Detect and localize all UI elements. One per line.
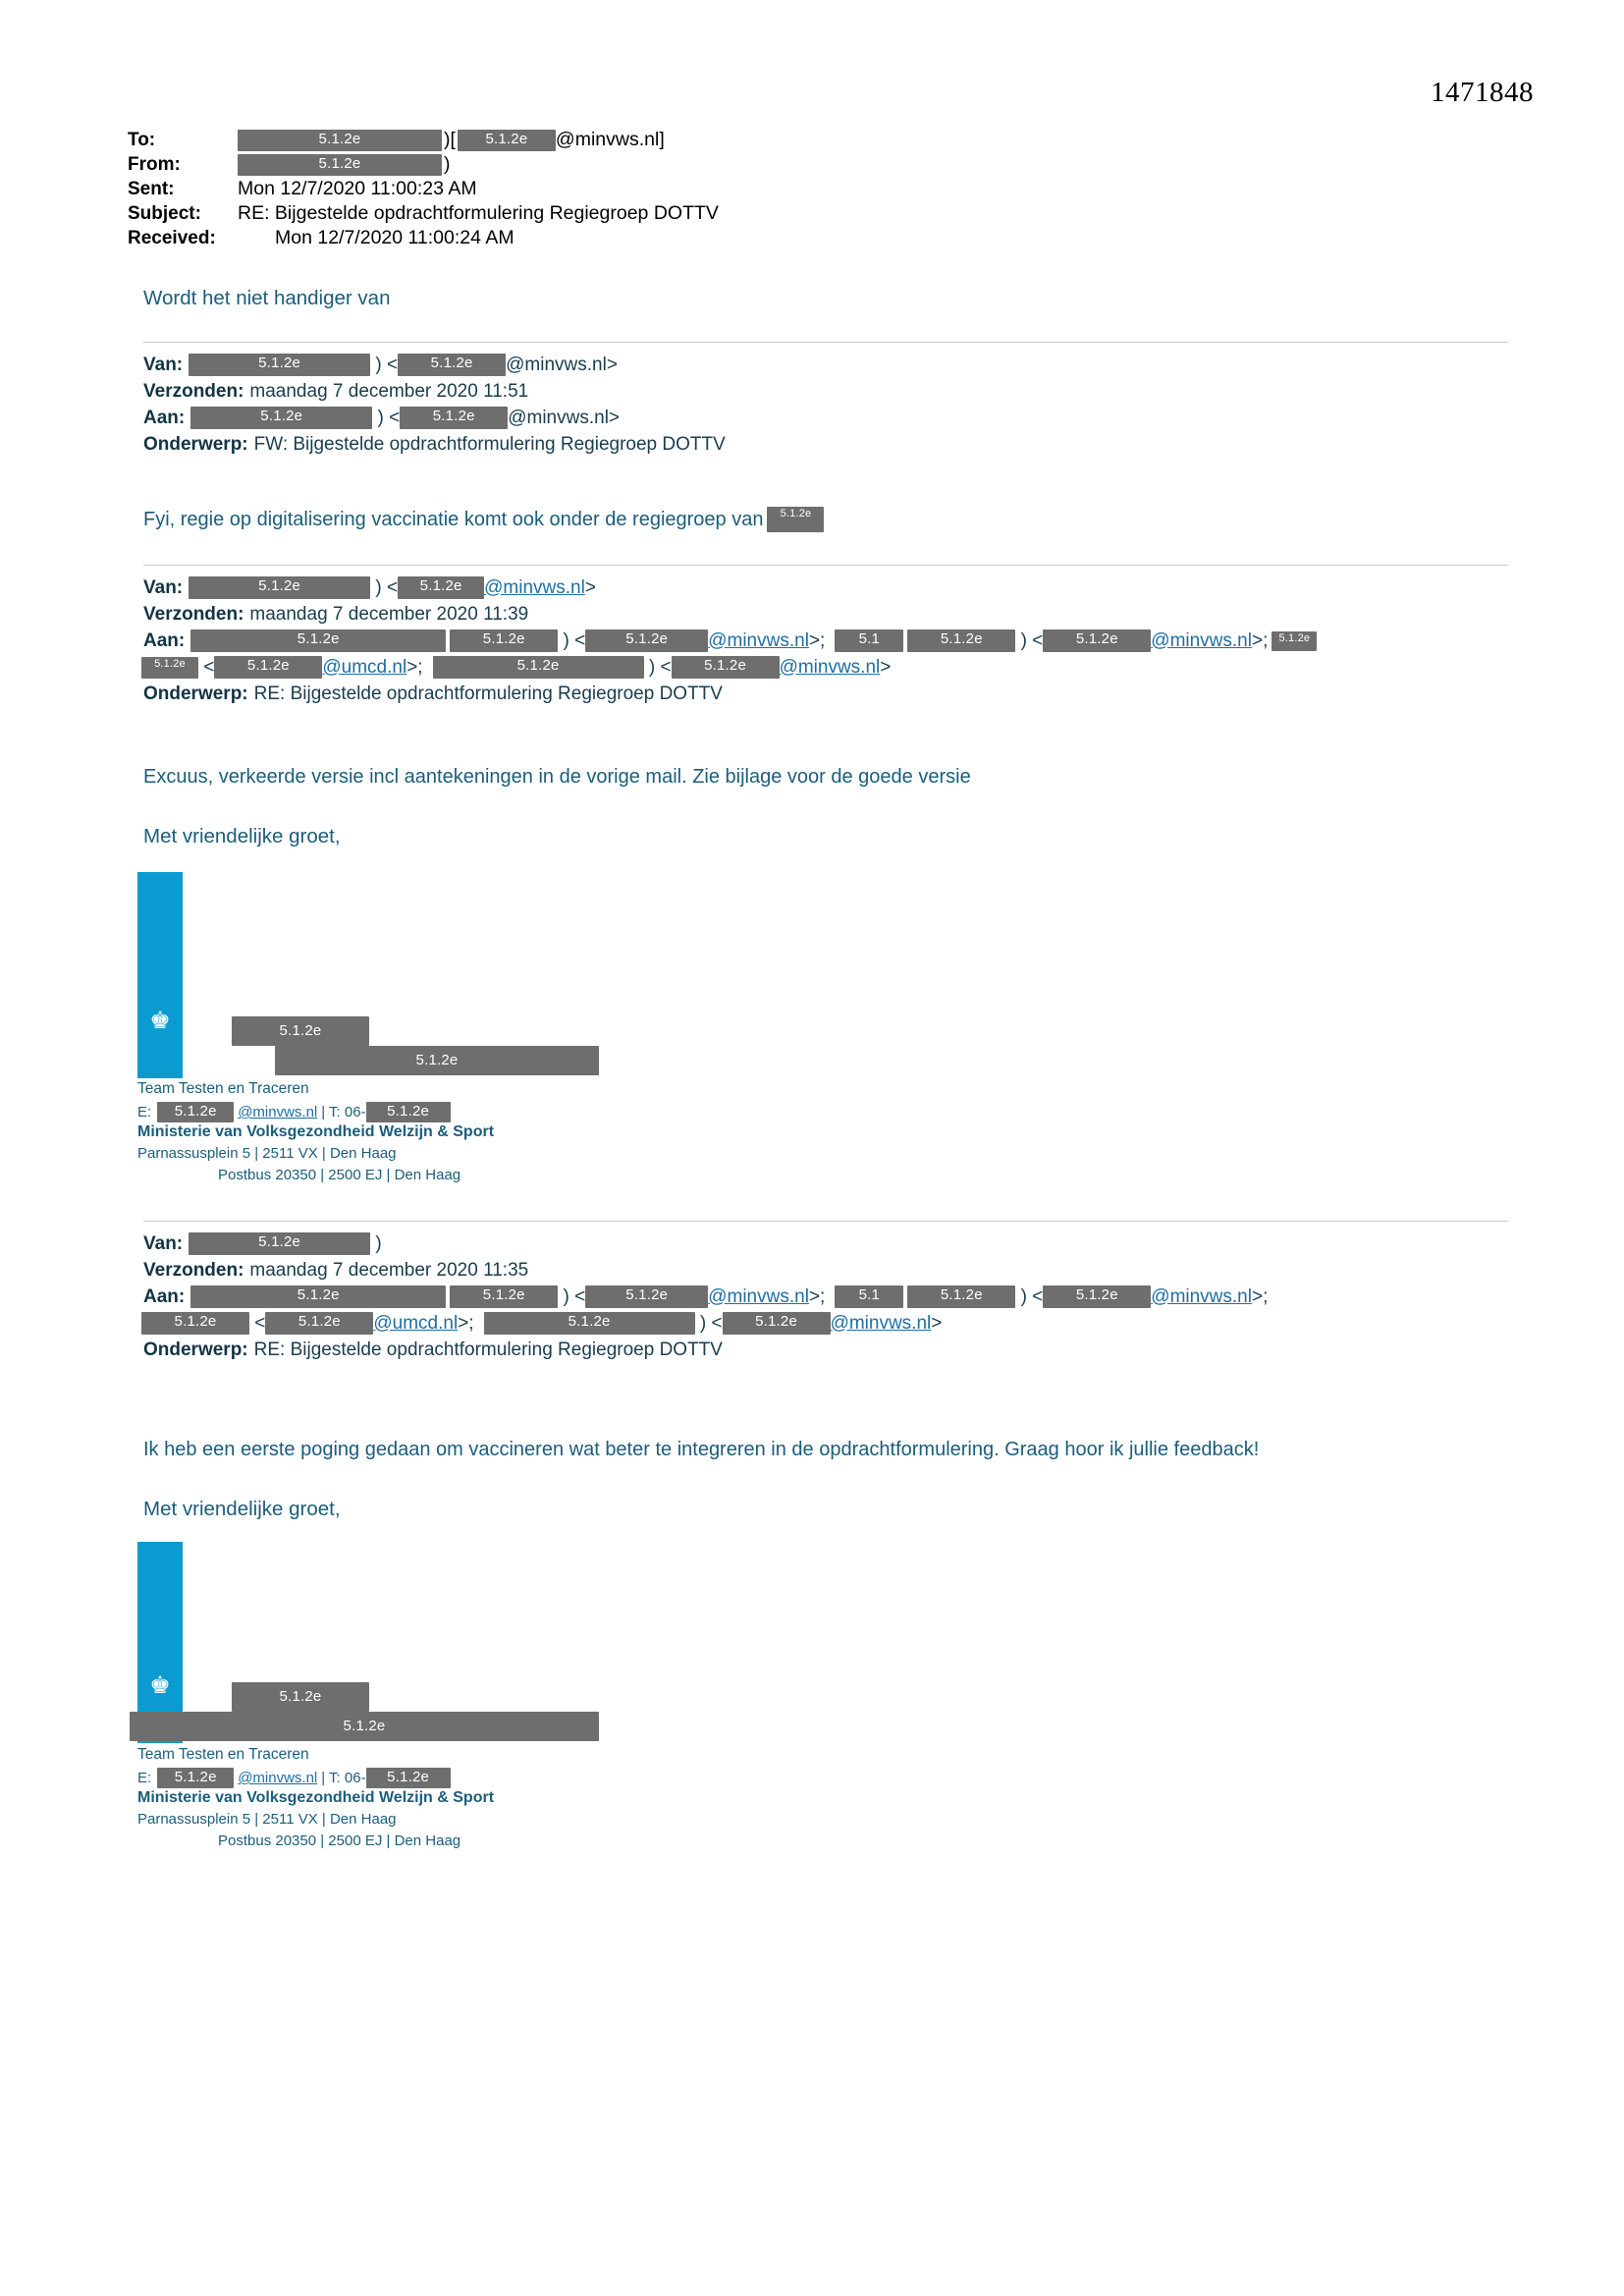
header-value-to [238,129,665,151]
quote3-onderwerp-value: RE: Bijgestelde opdrachtformulering Regiegroep DOTTV [253,1339,723,1360]
signature-team: Team Testen en Traceren [137,1080,309,1097]
redaction-block: 5.1.2e [275,1046,599,1075]
signature-contact-line [137,1768,451,1788]
quote3-aan-label: Aan: [143,1285,186,1307]
header-to-email: @minvws.nl] [555,129,665,150]
quote-divider [143,565,1508,566]
header-label-received: Received: [128,227,216,248]
crown-icon: ♚ [149,1008,171,1034]
quote2-verzonden-row [143,601,1508,628]
signature-address-1: Parnassusplein 5 | 2511 VX | Den Haag [137,1811,397,1828]
quote2-verzonden-label: Verzonden: [143,603,244,625]
redaction-block: 5.1.2e [366,1102,451,1122]
redaction-block: 5.1.2e [400,407,508,429]
redaction-block: 5.1.2e [907,1285,1015,1308]
quote1-body: Fyi, regie op digitalisering vaccinatie komt ook onder de regiegroep van [143,508,764,530]
quote3-onderwerp-row [143,1337,1508,1363]
signature-block-2 [137,1542,825,1856]
signature-e-label: E: [137,1104,152,1121]
quote3-verzonden-value: maandag 7 december 2020 11:35 [249,1259,529,1281]
redaction-block: 5.1.2e [265,1312,373,1335]
quote3-header [143,1230,1508,1363]
redaction-block: 5.1.2e [585,1285,708,1308]
redaction-block: 5.1.2e [767,507,824,532]
quote1-verzonden-row [143,378,1508,405]
quote2-aan-email-4[interactable]: @minvws.nl [779,656,881,678]
header-label-sent: Sent: [128,178,175,199]
quote-divider [143,1221,1508,1222]
quote2-aan-row-cont: 5.1.2e < 5.1.2e @umcd.nl >; 5.1.2e ) < 5.1.2e @minvws.nl > [143,654,1508,681]
redaction-block: 5.1.2e [458,130,556,151]
header-from-suffix: ) [444,153,451,175]
header-row-from [128,152,1502,177]
redaction-block: 5.1 [835,1285,903,1308]
redaction-block: 5.1.2e [157,1768,234,1788]
quote2-van-row: Van: 5.1.2e ) < 5.1.2e @minvws.nl > [143,576,596,598]
quote1-header [143,352,1508,458]
quote3-greeting: Met vriendelijke groet, [143,1498,341,1520]
signature-address-1: Parnassusplein 5 | 2511 VX | Den Haag [137,1145,397,1162]
quote3-aan-email-3[interactable]: @umcd.nl [373,1312,459,1334]
quote1-aan-email: @minvws.nl [508,407,609,428]
quote3-verzonden-label: Verzonden: [143,1259,244,1281]
redaction-block: 5.1.2e [398,576,484,599]
quote3-van-label: Van: [143,1232,184,1254]
redaction-block: 5.1.2e [366,1768,451,1788]
header-label-from: From: [128,153,181,175]
header-row-to [128,128,1502,152]
redaction-block: 5.1.2e [1043,629,1151,652]
quote1-verzonden-value: maandag 7 december 2020 11:51 [249,380,529,402]
redaction-block: 5.1.2e [1272,631,1317,651]
redaction-block: 5.1.2e [1043,1285,1151,1308]
header-value-subject: RE: Bijgestelde opdrachtformulering Regiegroep DOTTV [238,202,719,224]
redaction-block: 5.1.2e [141,1312,249,1335]
signature-email[interactable]: @minvws.nl [238,1104,318,1121]
redaction-block: 5.1.2e [398,354,506,376]
quote2-van-label: Van: [143,576,184,598]
quote2-aan-row: Aan: 5.1.2e 5.1.2e ) < 5.1.2e @minvws.nl >; 5.1 5.1.2e ) < 5.1.2e @minvws.nl >; 5.1.2e [143,628,1508,654]
redaction-block: 5.1.2e [484,1312,695,1335]
quote1-aan-row: Aan: 5.1.2e ) < 5.1.2e @minvws.nl > [143,407,621,428]
quote2-onderwerp-row [143,681,1508,707]
signature-contact-line [137,1102,451,1122]
quote1-van-row: Van: 5.1.2e ) < 5.1.2e @minvws.nl > [143,354,618,375]
signature-address-2: Postbus 20350 | 2500 EJ | Den Haag [218,1167,461,1183]
header-to-suffix: )[ [444,129,456,150]
quote2-onderwerp-value: RE: Bijgestelde opdrachtformulering Regiegroep DOTTV [253,683,723,704]
intro-text: Wordt het niet handiger van [143,287,391,309]
redaction-block: 5.1.2e [450,629,558,652]
redaction-block: 5.1.2e [672,656,780,679]
quote3-body: Ik heb een eerste poging gedaan om vaccineren wat beter te integreren in de opdrachtformulering. Graag hoor ik jullie feedback! [143,1439,1260,1460]
quote2-aan-email-2[interactable]: @minvws.nl [1151,629,1252,651]
quote3-aan-email-4[interactable]: @minvws.nl [830,1312,932,1334]
redaction-block: 5.1.2e [723,1312,831,1335]
redaction-block: 5.1.2e [190,407,372,429]
quote1-van-label: Van: [143,354,184,375]
redaction-block: 5.1.2e [190,1285,446,1308]
quote1-onderwerp-label: Onderwerp: [143,433,248,455]
header-label-to: To: [128,129,156,150]
quote3-aan-row: Aan: 5.1.2e 5.1.2e ) < 5.1.2e @minvws.nl >; 5.1 5.1.2e ) < 5.1.2e @minvws.nl >; [143,1285,1269,1307]
redaction-block: 5.1.2e [238,130,442,151]
redaction-block: 5.1.2e [189,354,370,376]
header-value-from [238,153,453,176]
quote1-body-row [143,507,824,532]
redaction-block: 5.1.2e [141,657,198,679]
redaction-block: 5.1.2e [450,1285,558,1308]
signature-ministry: Ministerie van Volksgezondheid Welzijn & Sport [137,1123,495,1140]
quote3-aan-email-1[interactable]: @minvws.nl [708,1285,809,1307]
quote2-aan-email-1[interactable]: @minvws.nl [708,629,809,651]
quote3-onderwerp-label: Onderwerp: [143,1339,248,1360]
quote1-verzonden-label: Verzonden: [143,380,244,402]
header-value-received: Mon 12/7/2020 11:00:24 AM [275,227,514,248]
redaction-block: 5.1.2e [214,656,322,679]
header-row-sent [128,177,1502,201]
signature-email[interactable]: @minvws.nl [238,1770,318,1786]
quote2-van-email[interactable]: @minvws.nl [484,576,585,598]
quote1-email-domain: @minvws.nl [506,354,607,375]
redaction-block: 5.1 [835,629,903,652]
header-label-subject: Subject: [128,202,201,224]
redaction-block: 5.1.2e [433,656,644,679]
crown-icon: ♚ [149,1672,171,1699]
redaction-block: 5.1.2e [907,629,1015,652]
redaction-block: 5.1.2e [157,1102,234,1122]
signature-t-label: | T: 06- [321,1770,366,1786]
redaction-block: 5.1.2e [190,629,446,652]
signature-e-label: E: [137,1770,152,1786]
header-value-sent: Mon 12/7/2020 11:00:23 AM [238,178,477,199]
redaction-block: 5.1.2e [585,629,708,652]
signature-address-2: Postbus 20350 | 2500 EJ | Den Haag [218,1832,461,1849]
quote3-verzonden-row [143,1257,1508,1284]
signature-team: Team Testen en Traceren [137,1746,309,1763]
signature-t-label: | T: 06- [321,1104,366,1121]
redaction-block: 5.1.2e [232,1682,369,1712]
quote1-aan-label: Aan: [143,407,186,428]
email-header [128,128,1502,250]
quote2-onderwerp-label: Onderwerp: [143,683,248,704]
quote3-aan-row-cont: 5.1.2e < 5.1.2e @umcd.nl >; 5.1.2e ) < 5.1.2e @minvws.nl > [143,1310,1508,1337]
quote2-header [143,574,1508,707]
redaction-block: 5.1.2e [232,1016,369,1046]
quote-divider [143,342,1508,343]
quote2-aan-label: Aan: [143,629,186,651]
quote2-aan-email-3[interactable]: @umcd.nl [322,656,407,678]
quote3-van-row: Van: 5.1.2e ) [143,1232,382,1254]
quote2-verzonden-value: maandag 7 december 2020 11:39 [249,603,529,625]
redaction-block: 5.1.2e [189,1232,370,1255]
header-row-subject [128,201,1502,226]
signature-ministry: Ministerie van Volksgezondheid Welzijn & Sport [137,1789,495,1806]
quote2-body: Excuus, verkeerde versie incl aantekeningen in de vorige mail. Zie bijlage voor de goede versie [143,766,971,788]
redaction-block: 5.1.2e [130,1712,599,1741]
logo-bar [137,872,183,1078]
header-row-received [128,226,1502,250]
quote3-aan-email-2[interactable]: @minvws.nl [1151,1285,1252,1307]
quote1-onderwerp-row [143,431,1508,458]
quote1-onderwerp-value: FW: Bijgestelde opdrachtformulering Regiegroep DOTTV [253,433,726,455]
document-number: 1471848 [1431,77,1534,108]
redaction-block: 5.1.2e [238,154,442,176]
redaction-block: 5.1.2e [189,576,370,599]
quote2-greeting: Met vriendelijke groet, [143,825,341,847]
signature-block-1 [137,872,825,1186]
